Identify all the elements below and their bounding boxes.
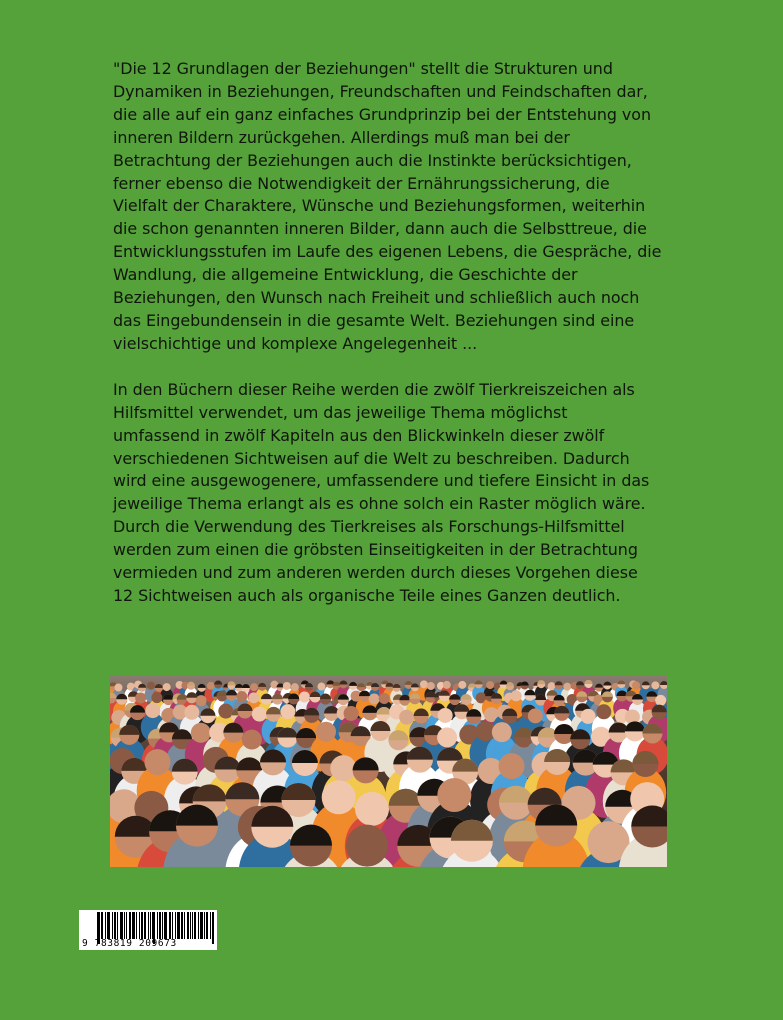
barcode-bar <box>101 912 102 939</box>
blurb-line: Betrachtung der Beziehungen auch die Instinkte berücksichtigen, <box>113 150 632 170</box>
barcode-bar <box>112 912 113 939</box>
barcode-bar <box>187 912 188 939</box>
crowd-person-head <box>443 681 451 689</box>
barcode-bar <box>132 912 133 939</box>
blurb-line: inneren Bildern zurückgehen. Allerdings muß man bei der <box>113 127 570 147</box>
barcode-bar <box>169 912 170 939</box>
barcode-bar <box>157 912 158 939</box>
barcode-bar <box>194 912 195 939</box>
crowd-person-head <box>355 792 389 826</box>
crowd-person-head <box>280 704 295 719</box>
blurb-line: wird eine ausgewogenere, umfassendere und tiefere Einsicht in das <box>113 471 650 491</box>
barcode-bar <box>164 912 165 939</box>
barcode-bar <box>133 912 134 939</box>
barcode-bar <box>122 912 123 939</box>
blurb-line: vermieden und zum anderen werden durch dieses Vorgehen diese <box>113 563 638 583</box>
blurb-line: "Die 12 Grundlagen der Beziehungen" stellt die Strukturen und <box>113 59 613 78</box>
barcode-bar <box>198 912 199 939</box>
barcode-bar <box>117 912 118 939</box>
barcode-bar <box>165 912 166 939</box>
crowd-person-head <box>242 730 262 750</box>
barcode-bar <box>207 912 208 939</box>
blurb-paragraph-2 <box>113 379 683 608</box>
crowd-person-head <box>458 681 466 689</box>
crowd-person-head <box>135 692 146 703</box>
crowd-person-head <box>196 695 207 706</box>
crowd-person-head <box>437 778 471 812</box>
barcode-bar <box>175 912 176 939</box>
crowd-person-head <box>330 755 356 781</box>
blurb-line: werden zum einen die gröbsten Einseitigkeiten in der Betrachtung <box>113 540 638 560</box>
crowd-person-head <box>346 825 388 867</box>
crowd-person-head <box>427 682 435 690</box>
barcode-bar <box>206 912 207 939</box>
crowd-person-head <box>317 683 325 691</box>
blurb-line: vielschichtige und komplexe Angelegenheit ... <box>113 333 478 353</box>
blurb-paragraph-1 <box>113 58 683 356</box>
barcode-bar <box>150 912 151 939</box>
crowd-person-head <box>299 691 310 702</box>
barcode-bar <box>141 912 142 939</box>
crowd-person-head <box>144 749 170 775</box>
barcode-bar <box>152 912 153 939</box>
barcode-bar <box>130 912 131 939</box>
crowd-person-head <box>632 681 640 689</box>
barcode-bar <box>121 912 122 939</box>
barcode-bar <box>192 912 193 939</box>
barcode-bar <box>202 912 203 939</box>
isbn-barcode <box>79 910 217 950</box>
barcode-bar <box>108 912 109 939</box>
barcode-bar <box>170 912 171 939</box>
crowd-person-head <box>218 704 233 719</box>
barcode-bar <box>201 912 202 939</box>
crowd-person-head <box>437 727 457 747</box>
barcode-bar <box>139 912 140 939</box>
crowd-person-head <box>528 708 543 723</box>
barcode-bar <box>107 912 108 939</box>
blurb-line: umfassend in zwölf Kapiteln aus den Blickwinkeln dieser zwölf <box>113 425 605 445</box>
barcode-bar <box>109 912 110 939</box>
crowd-person-head <box>252 707 267 722</box>
crowd-person-head <box>184 705 199 720</box>
crowd-person-head <box>399 710 414 725</box>
crowd-person-head <box>114 684 122 692</box>
crowd-person-head <box>420 680 428 688</box>
crowd-person-head <box>191 723 211 743</box>
back-cover-blurb <box>113 58 683 608</box>
crowd-person-head <box>596 704 611 719</box>
crowd-person-head <box>369 694 380 705</box>
barcode-bar <box>120 912 121 939</box>
barcode-bar <box>178 912 179 939</box>
barcode-bar <box>115 912 116 939</box>
barcode-bar <box>102 912 103 939</box>
barcode-bar <box>182 912 183 939</box>
barcode-bar <box>148 912 149 939</box>
blurb-line: das Eingebundensein in die gesamte Welt. Beziehungen sind eine <box>113 310 635 330</box>
barcode-bar <box>172 912 173 939</box>
blurb-line: jeweilige Thema erlangt als es ohne solch ein Raster möglich wäre. <box>113 494 646 514</box>
barcode-bar <box>160 912 161 939</box>
barcode-bar <box>145 912 146 939</box>
barcode-bar <box>114 912 115 939</box>
blurb-line: 12 Sichtweisen auch als organische Teile eines Ganzen deutlich. <box>113 585 621 605</box>
crowd-person-head <box>151 692 162 703</box>
barcode-bar <box>200 912 201 939</box>
crowd-person-head <box>145 703 160 718</box>
crowd-person-head <box>511 690 522 701</box>
barcode-bar <box>136 912 137 939</box>
crowd-person-head <box>344 706 359 721</box>
crowd-person-head <box>655 695 666 706</box>
blurb-line: Entwicklungsstufen im Laufe des eigenen Lebens, die Gespräche, die <box>113 242 662 262</box>
blurb-line: Durch die Verwendung des Tierkreises als Forschungs-Hilfsmittel <box>113 517 625 537</box>
crowd-person-head <box>291 683 299 691</box>
blurb-line: Hilfsmittel verwendet, um das jeweilige Thema möglichst <box>113 402 568 422</box>
crowd-person-head <box>236 691 247 702</box>
crowd-person-head <box>486 681 494 689</box>
crowd-person-head <box>163 683 171 691</box>
blurb-line: Vielfalt der Charaktere, Wünsche und Beziehungsformen, weiterhin <box>113 196 646 216</box>
blurb-line: die alle auf ein ganz einfaches Grundprinzip bei der Entstehung von <box>113 104 651 124</box>
crowd-person-head <box>651 681 659 689</box>
barcode-bar <box>204 912 205 939</box>
barcode-bar <box>105 912 106 939</box>
barcode-bar <box>179 912 180 939</box>
blurb-line: Beziehungen, den Wunsch nach Freiheit und schließlich auch noch <box>113 288 640 308</box>
isbn-digits: 9 783819 209673 <box>82 938 177 949</box>
crowd-person-head <box>492 722 512 742</box>
crowd-photo <box>110 676 667 867</box>
crowd-person-head <box>316 722 336 742</box>
barcode-bar <box>210 912 211 939</box>
barcode-bar <box>134 912 135 939</box>
blurb-line: ferner ebenso die Notwendigkeit der Ernährungssicherung, die <box>113 173 610 193</box>
barcode-bar <box>124 912 125 939</box>
barcode-bar <box>129 912 130 939</box>
barcode-bar <box>126 912 127 939</box>
crowd-person-head <box>147 682 155 690</box>
crowd-person-head <box>250 683 258 691</box>
barcode-bar <box>188 912 189 939</box>
barcode-bar <box>162 912 163 939</box>
barcode-bar <box>190 912 191 939</box>
barcode-bar <box>142 912 143 939</box>
barcode-bar <box>166 912 167 939</box>
barcode-bar <box>177 912 178 939</box>
blurb-line: Dynamiken in Beziehungen, Freundschaften und Feindschaften dar, <box>113 81 648 101</box>
blurb-line: In den Büchern dieser Reihe werden die zwölf Tierkreiszeichen als <box>113 379 635 399</box>
crowd-photo-illustration <box>110 676 667 867</box>
blurb-line: die schon genannten inneren Bilder, dann auch die Selbsttreue, die <box>113 219 647 239</box>
crowd-person-head <box>438 708 453 723</box>
crowd-person-head <box>283 682 291 690</box>
barcode-bar <box>195 912 196 939</box>
crowd-person-head <box>248 692 259 703</box>
barcode-bar <box>184 912 185 939</box>
barcode-bar <box>181 912 182 939</box>
blurb-line: verschiedenen Sichtweisen auf die Welt zu beschreiben. Dadurch <box>113 448 630 468</box>
barcode-bar <box>159 912 160 939</box>
crowd-person-head <box>498 753 524 779</box>
barcode-bar <box>144 912 145 939</box>
blurb-line: Wandlung, die allgemeine Entwicklung, die Geschichte der <box>113 265 578 285</box>
crowd-person-head <box>379 693 390 704</box>
crowd-person-head <box>322 780 356 814</box>
